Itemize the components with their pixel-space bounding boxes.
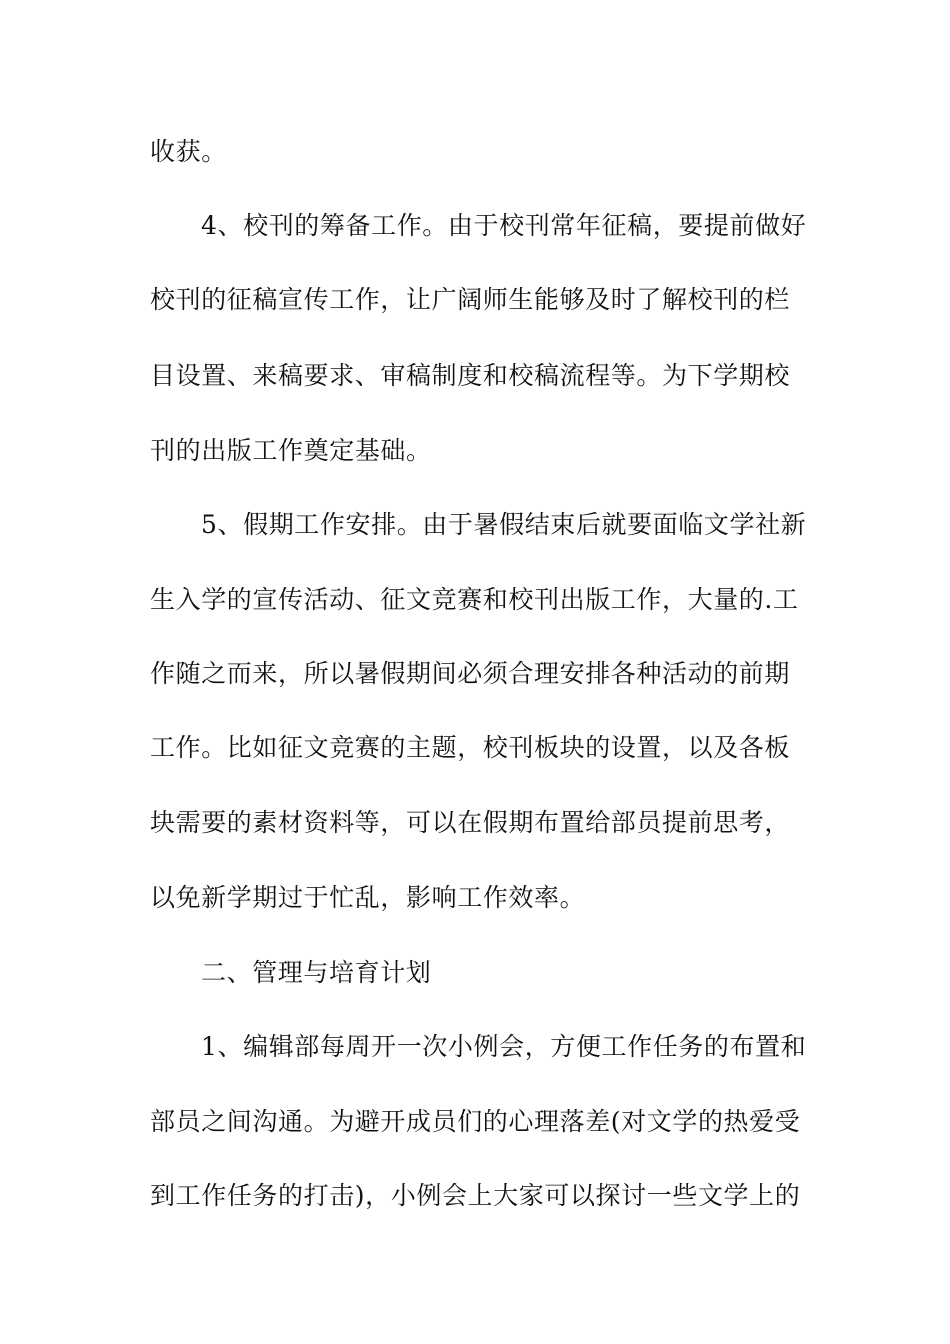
paragraph-line: 部员之间沟通。为避开成员们的心理落差(对文学的热爱受 — [150, 1107, 801, 1136]
paragraph-line: 块需要的素材资料等，可以在假期布置给部员提前思考， — [150, 808, 791, 837]
paragraph-line: 到工作任务的打击)，小例会上大家可以探讨一些文学上的 — [150, 1181, 801, 1210]
paragraph-line: 校刊的征稿宣传工作，让广阔师生能够及时了解校刊的栏 — [150, 285, 791, 314]
paragraph-line: 目设置、来稿要求、审稿制度和校稿流程等。为下学期校 — [150, 361, 791, 390]
paragraph-line: 4、校刊的筹备工作。由于校刊常年征稿，要提前做好 — [201, 211, 807, 240]
paragraph-line: 工作。比如征文竞赛的主题，校刊板块的设置，以及各板 — [150, 733, 791, 762]
paragraph-line: 以免新学期过于忙乱，影响工作效率。 — [150, 883, 586, 912]
paragraph-line: 刊的出版工作奠定基础。 — [150, 436, 432, 465]
section-heading: 二、管理与培育计划 — [201, 958, 432, 987]
paragraph-line: 1、编辑部每周开一次小例会，方便工作任务的布置和 — [201, 1032, 807, 1061]
paragraph-line: 生入学的宣传活动、征文竞赛和校刊出版工作，大量的.工 — [150, 585, 799, 614]
paragraph-line: 5、假期工作安排。由于暑假结束后就要面临文学社新 — [201, 510, 807, 539]
paragraph-line: 收获。 — [150, 137, 227, 166]
paragraph-line: 作随之而来，所以暑假期间必须合理安排各种活动的前期 — [150, 659, 791, 688]
